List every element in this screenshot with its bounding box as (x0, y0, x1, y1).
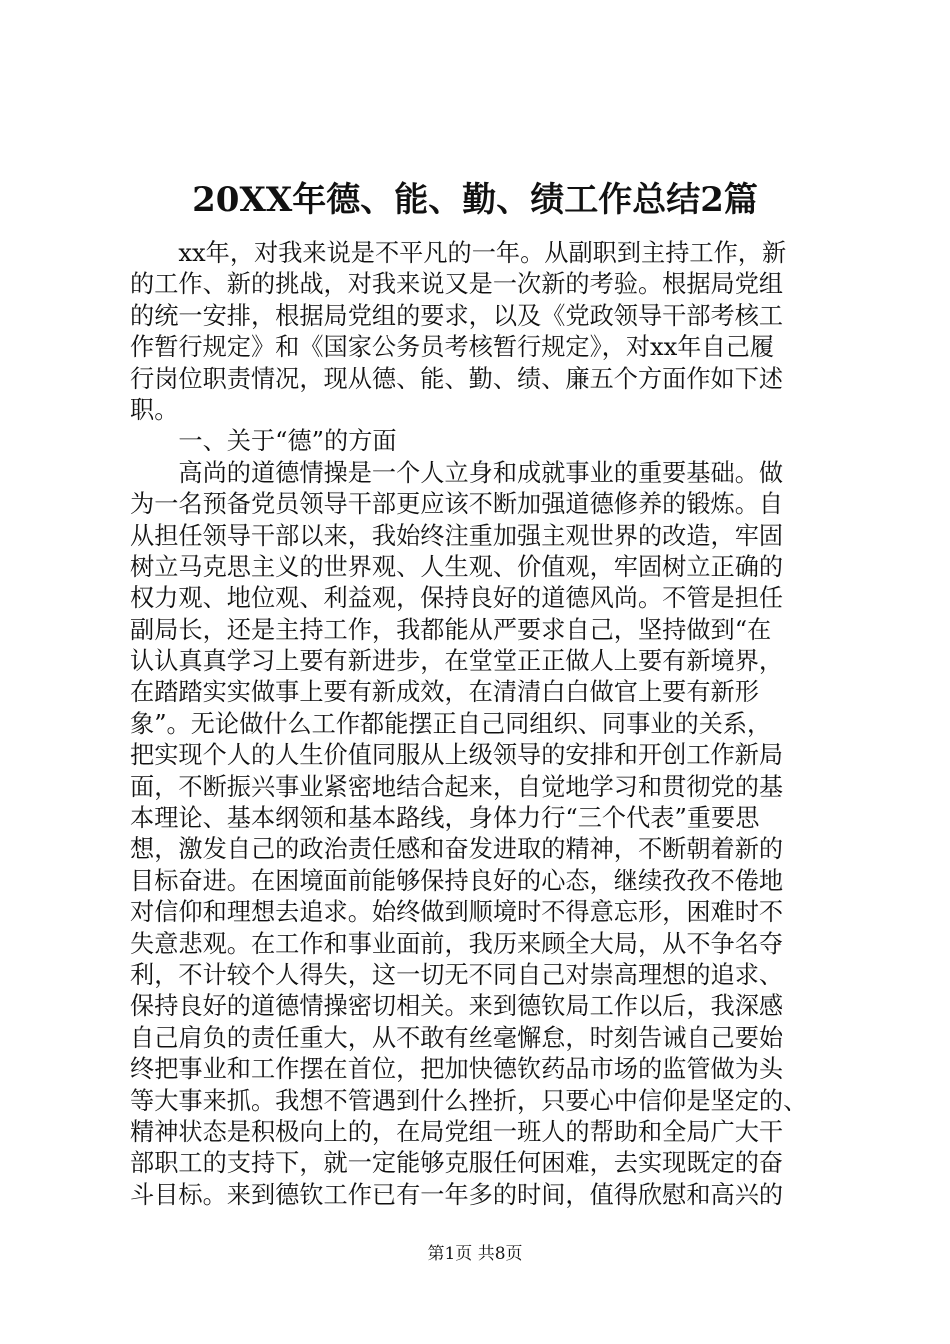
body-line: 想，激发自己的政治责任感和奋发进取的精神，不断朝着新的 (130, 835, 784, 864)
body-line: 为一名预备党员领导干部更应该不断加强道德修养的锻炼。自 (130, 490, 784, 519)
body-line: 的工作、新的挑战，对我来说又是一次新的考验。根据局党组 (130, 270, 784, 299)
body-line: 失意悲观。在工作和事业面前，我历来顾全大局，从不争名夺 (130, 929, 784, 958)
body-line: 精神状态是积极向上的，在局党组一班人的帮助和全局广大干 (130, 1117, 784, 1146)
body-line: 本理论、基本纲领和基本路线，身体力行“三个代表”重要思 (130, 804, 760, 833)
body-line: 的统一安排，根据局党组的要求，以及《党政领导干部考核工 (130, 301, 784, 330)
document-title: 20XX年德、能、勤、绩工作总结2篇 (192, 180, 758, 220)
body-line: 权力观、地位观、利益观，保持良好的道德风尚。不管是担任 (130, 584, 784, 613)
body-line: 高尚的道德情操是一个人立身和成就事业的重要基础。做 (130, 458, 784, 487)
body-line: 面，不断振兴事业紧密地结合起来，自觉地学习和贯彻党的基 (130, 772, 784, 801)
body-line: 在踏踏实实做事上要有新成效，在清清白白做官上要有新形 (130, 678, 759, 707)
body-line: 象”。无论做什么工作都能摆正自己同组织、同事业的关系， (130, 709, 772, 738)
body-line: 职。 (130, 395, 179, 424)
body-line: 自己肩负的责任重大，从不敢有丝毫懈怠，时刻告诫自己要始 (130, 1023, 784, 1052)
document-body (130, 238, 830, 1211)
body-line: 斗目标。来到德钦工作已有一年多的时间，值得欣慰和高兴的 (130, 1180, 784, 1209)
body-line: 目标奋进。在困境面前能够保持良好的心态，继续孜孜不倦地 (130, 866, 784, 895)
body-line: 行岗位职责情况，现从德、能、勤、绩、廉五个方面作如下述 (130, 364, 784, 393)
body-line: xx年，对我来说是不平凡的一年。从副职到主持工作，新 (130, 239, 787, 267)
body-line: 副局长，还是主持工作，我都能从严要求自己，坚持做到“在 (130, 615, 772, 644)
body-line: 利，不计较个人得失，这一切无不同自己对崇高理想的追求、 (130, 960, 784, 989)
body-line: 等大事来抓。我想不管遇到什么挫折，只要心中信仰是坚定的、 (130, 1086, 808, 1115)
body-line: 树立马克思主义的世界观、人生观、价值观，牢固树立正确的 (130, 552, 784, 581)
body-line: 作暂行规定》和《国家公务员考核暂行规定》，对xx年自己履 (130, 333, 775, 362)
page-number: 第1页 共8页 (427, 1244, 523, 1264)
body-line: 对信仰和理想去追求。始终做到顺境时不得意忘形，困难时不 (130, 898, 784, 927)
section-heading: 一、关于“德”的方面 (130, 427, 397, 456)
body-line: 保持良好的道德情操密切相关。来到德钦局工作以后，我深感 (130, 992, 784, 1021)
body-line: 终把事业和工作摆在首位，把加快德钦药品市场的监管做为头 (130, 1055, 784, 1084)
body-line: 把实现个人的人生价值同服从上级领导的安排和开创工作新局 (130, 741, 784, 770)
body-line: 认认真真学习上要有新进步，在堂堂正正做人上要有新境界， (130, 647, 784, 676)
body-line: 从担任领导干部以来，我始终注重加强主观世界的改造，牢固 (130, 521, 784, 550)
body-line: 部职工的支持下，就一定能够克服任何困难，去实现既定的奋 (130, 1149, 784, 1178)
